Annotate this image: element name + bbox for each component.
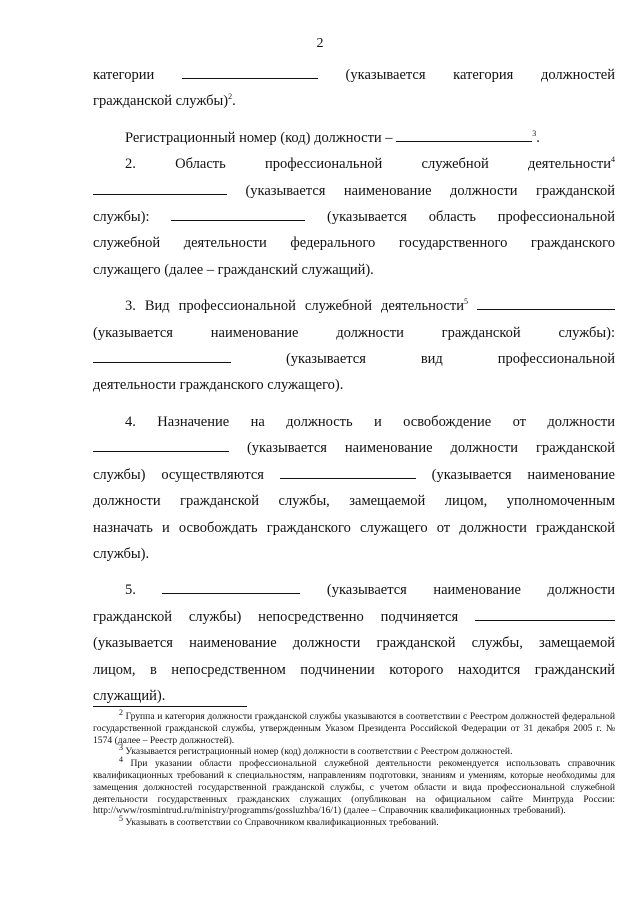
footnotes (93, 707, 615, 829)
appointment-line-4 (93, 488, 615, 514)
footnote-ref-2: 2 (228, 92, 233, 102)
area-service-label: службы): (93, 209, 150, 226)
appointment-line-1 (93, 409, 615, 435)
kind-line-4 (93, 372, 615, 398)
footnote-ref-4: 4 (611, 155, 615, 165)
footnote-number: 4 (119, 755, 123, 764)
kind-line-1 (93, 293, 615, 319)
appointment-line-5 (93, 515, 615, 541)
appointment-line-6 (93, 541, 615, 567)
area-line-3 (93, 204, 615, 230)
kind-line-2 (93, 320, 615, 346)
area-position-blank (93, 180, 227, 195)
footnote-text: Указывать в соответствии со Справочником квалификационных требований. (125, 817, 439, 829)
category-line (93, 62, 615, 88)
subordination-hint-2: (указывается наименование должности гражданской службы, замещаемой (93, 635, 615, 652)
kind-blank (477, 295, 615, 310)
kind-heading: 3. Вид профессиональной служебной деятельности (125, 298, 465, 315)
registration-number-line (93, 125, 615, 151)
area-line-1 (93, 151, 615, 177)
page-number: 2 (316, 36, 324, 51)
footnote-3 (93, 743, 615, 758)
area-line-4 (93, 230, 615, 256)
area-blank (171, 206, 305, 221)
subordination-position-blank (162, 579, 300, 594)
subordination-hint-4: служащий). (93, 687, 166, 704)
footnote-number: 3 (119, 743, 123, 753)
subordination-label: гражданской службы) непосредственно подчиняется (93, 608, 459, 625)
category-label: категории (93, 67, 155, 83)
category-hint: (указывается категория должностей (345, 67, 615, 83)
registration-number-blank (396, 127, 532, 142)
subordination-hint-1: (указывается наименование должности (326, 582, 616, 599)
appointment-line-2 (93, 435, 615, 461)
area-line-2 (93, 178, 615, 204)
period: . (232, 93, 236, 110)
kind-hint-3: деятельности гражданского служащего). (93, 377, 344, 394)
appointment-line-3 (93, 462, 615, 488)
area-hint-1: (указывается наименование должности гражданской (245, 182, 616, 199)
appointment-blank (280, 464, 416, 479)
subordination-number: 5. (125, 582, 136, 599)
footnote-2 (93, 707, 615, 746)
appointment-hint-3: должности гражданской службы, замещаемой лицом, уполномоченным (93, 493, 615, 510)
category-blank (182, 64, 318, 79)
area-hint-3: служебной деятельности федерального государственного гражданского (93, 235, 615, 252)
kind-activity-blank (93, 348, 231, 363)
area-heading: 2. Область профессиональной служебной деятельности (125, 156, 611, 173)
category-hint-cont: гражданской службы) (93, 93, 229, 110)
subordination-hint-3: лицом, в непосредственном подчинении которого находится гражданский (93, 661, 615, 678)
footnote-number: 2 (119, 707, 123, 717)
subordination-line-4 (93, 657, 615, 683)
appointment-hint-1: (указывается наименование должности гражданской (246, 440, 616, 457)
subordination-line-3 (93, 630, 615, 656)
subordination-line-1 (93, 577, 615, 603)
registration-number-label: Регистрационный номер (код) должности – (125, 129, 393, 146)
footnote-separator (93, 706, 247, 707)
footnote-text: Указывается регистрационный номер (код) должности в соответствии с Реестром должностей. (125, 746, 513, 758)
appointment-hint-2: (указывается наименование (431, 466, 615, 483)
area-hint-4: служащего (далее – гражданский служащий). (93, 261, 374, 278)
subordination-line-2 (93, 604, 615, 630)
subordination-blank (475, 606, 615, 621)
footnote-number: 5 (119, 813, 123, 823)
kind-hint-1: (указывается наименование должности гражданской службы): (93, 324, 615, 341)
kind-line-3 (93, 346, 615, 372)
area-hint-2: (указывается область профессиональной (327, 209, 616, 226)
document-body (93, 62, 615, 709)
footnote-text: При указании области профессиональной служебной деятельности рекомендуется использовать справочник квалификационных требований к специальностям, направлениям подготовки, знаниям и умениям, которые необходимы для замещения должностей государственной гражданской службы, с учетом области и вида профессиональной служебной деятельности государственных гражданских служащих (опубликован на официальном сайте Минтруда России: http://www/rosmintrud.ru/ministry/programms/gossluzhba/16/1) (далее – Справочник квалификационных требований). (93, 758, 615, 817)
footnote-text: Группа и категория должности гражданской службы указываются в соответствии с Реестром должностей федеральной государственной гражданской службы, утвержденным Указом Президента Российской Федерации от 31 декабря 2005 г. № 1574 (далее – Реестр должностей). (93, 711, 615, 746)
period: . (536, 129, 540, 146)
appointment-position-blank (93, 437, 229, 452)
appointment-heading: 4. Назначение на должность и освобождение от должности (125, 413, 615, 430)
footnote-4 (93, 755, 615, 817)
appointment-hint-5: службы). (93, 545, 150, 562)
footnote-ref-5: 5 (464, 297, 469, 307)
appointment-label: службы) осуществляются (93, 466, 264, 483)
appointment-hint-4: назначать и освобождать гражданского служащего от должности гражданской (93, 519, 615, 536)
footnote-5 (93, 813, 615, 829)
area-line-5 (93, 257, 615, 283)
kind-hint-2: (указывается вид профессиональной (285, 351, 616, 368)
footnote-ref-3: 3 (532, 128, 537, 138)
category-line-2 (93, 88, 615, 114)
